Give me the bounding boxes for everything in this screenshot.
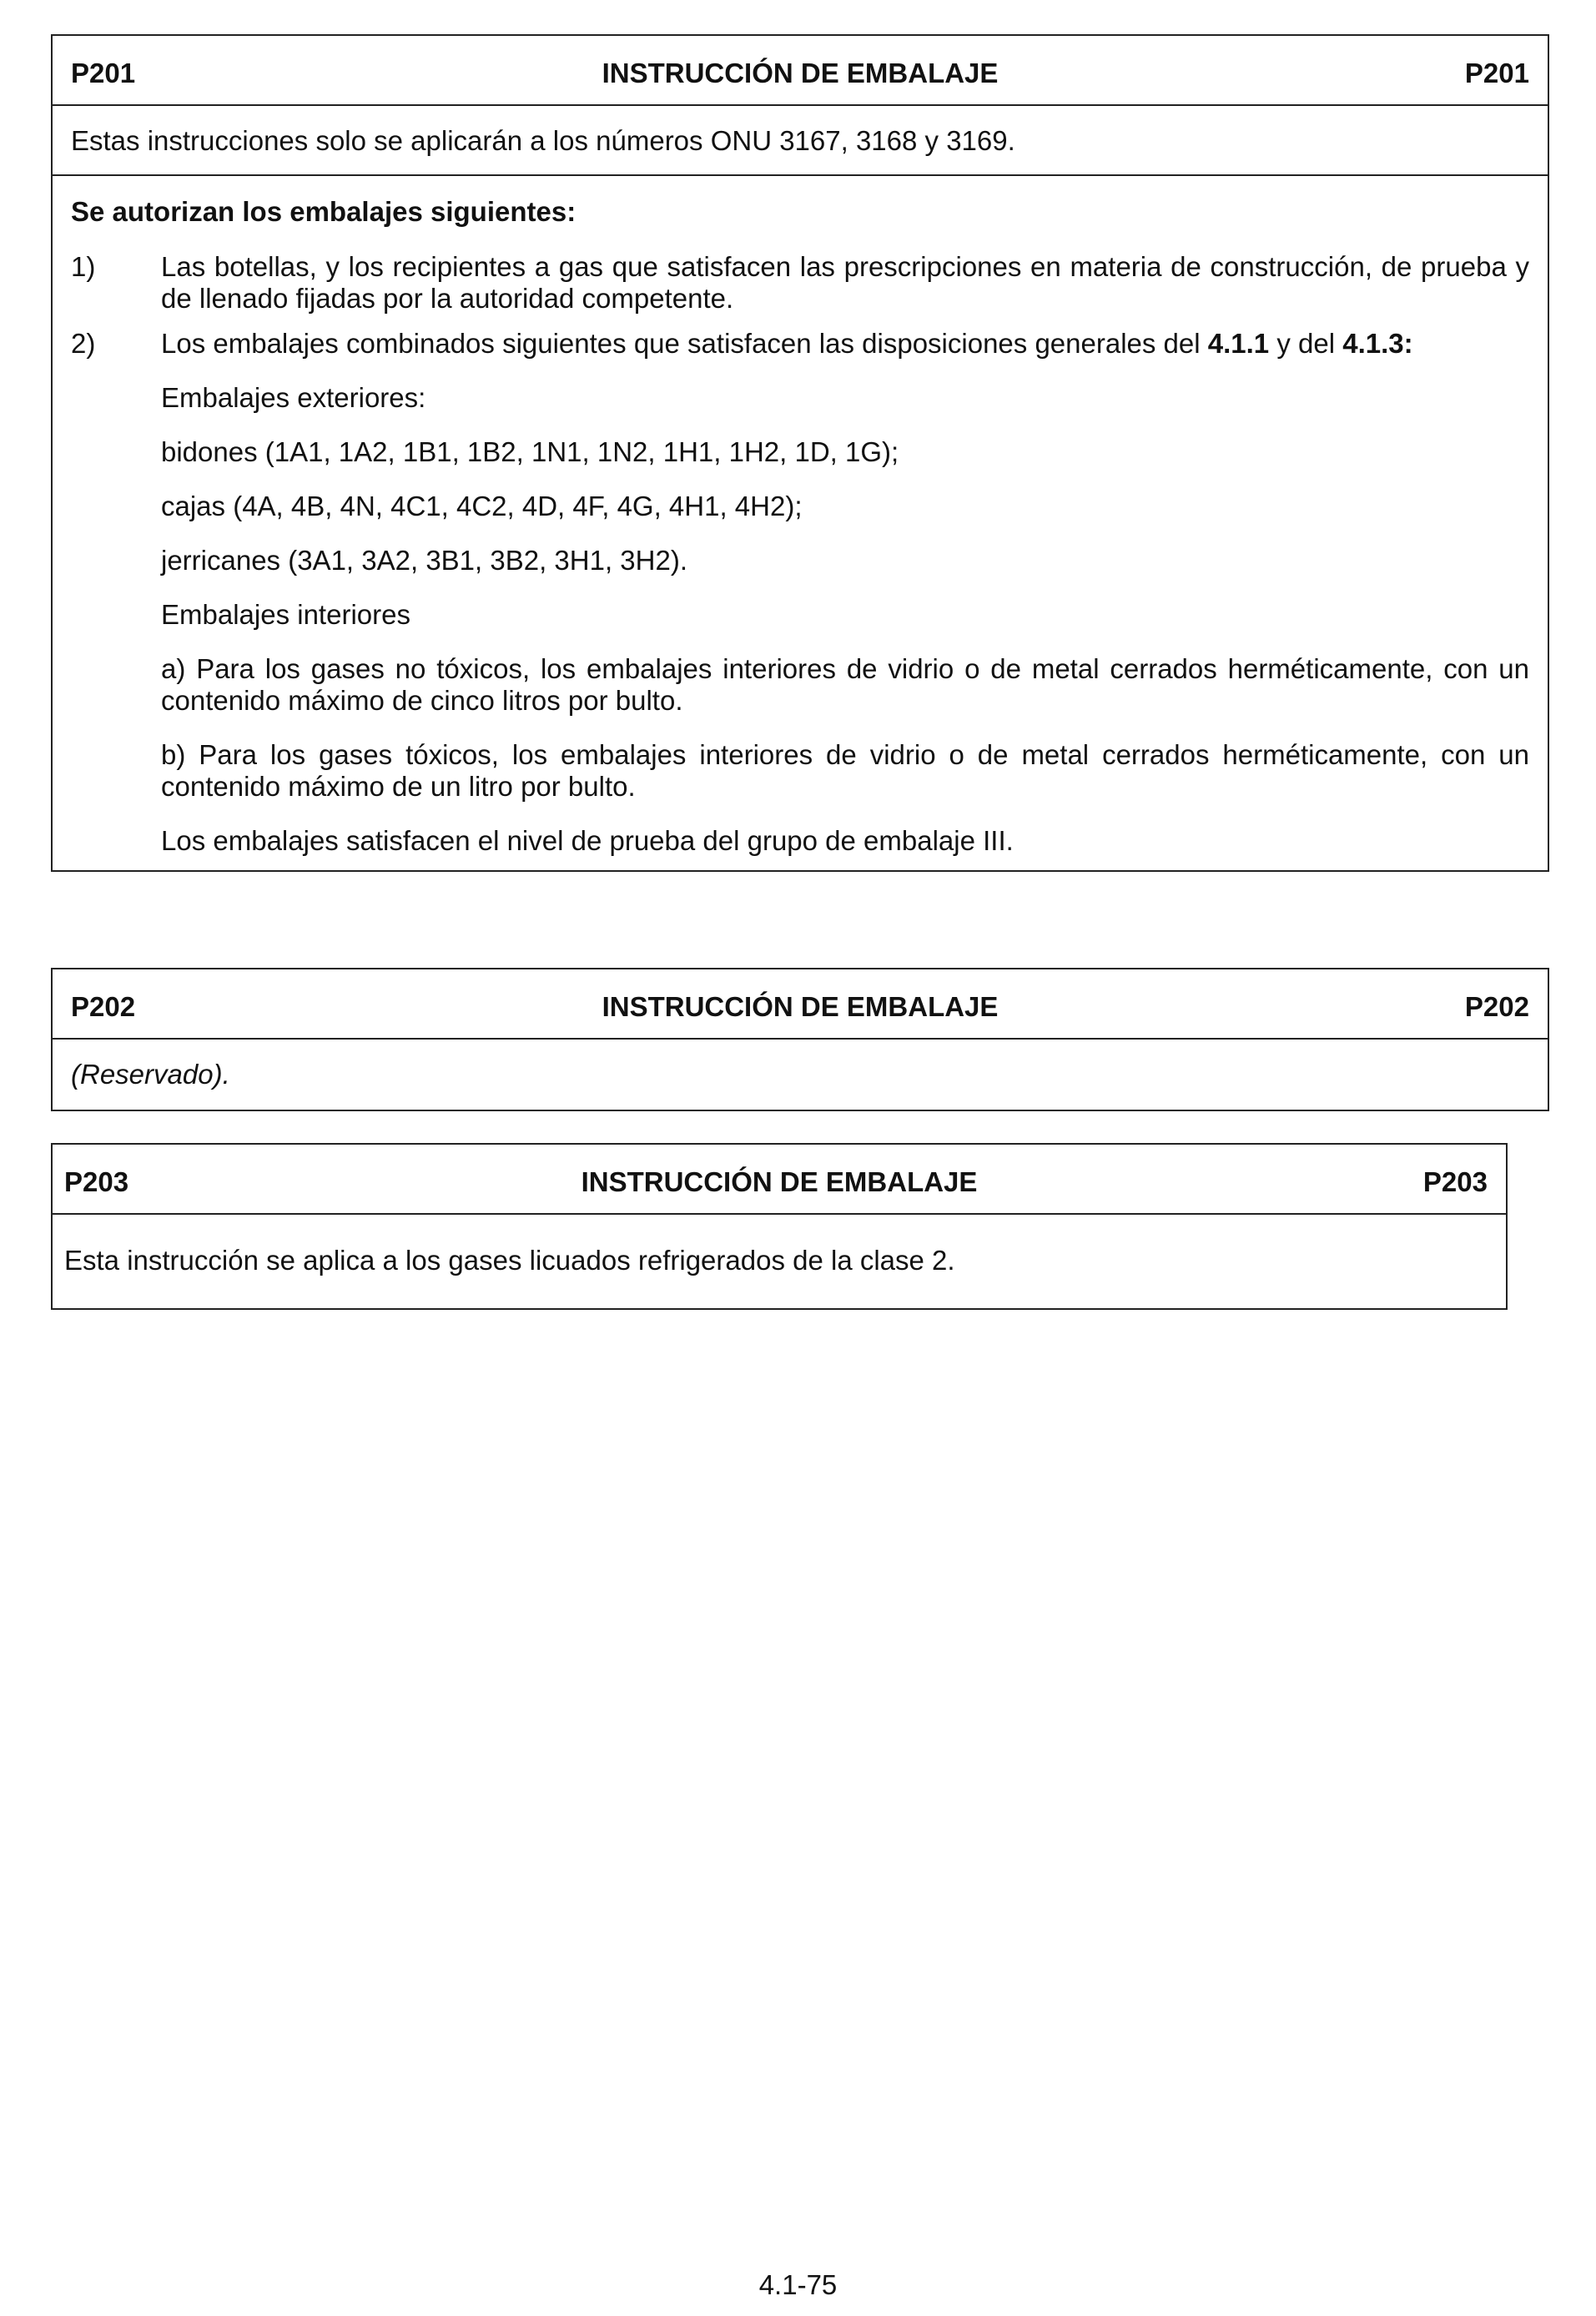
- p202-reserved: (Reservado).: [71, 1059, 230, 1090]
- p202-code-left: P202: [71, 991, 136, 1022]
- p201-title: INSTRUCCIÓN DE EMBALAJE: [602, 58, 999, 88]
- p203-body: Esta instrucción se aplica a los gases licuados refrigerados de la clase 2.: [64, 1245, 955, 1276]
- p201-inner-b: b) Para los gases tóxicos, los embalajes interiores de vidrio o de metal cerrados herméticamente, con un contenido máximo de un litro por bulto.: [161, 739, 1529, 802]
- p202-code-right: P202: [1464, 991, 1529, 1022]
- p201-item-2-text-b: y del: [1269, 328, 1343, 359]
- packing-instruction-p202: [51, 968, 1549, 1111]
- p202-body-row: [53, 1040, 1548, 1090]
- p201-item-2-ref-4-1-3: 4.1.3:: [1342, 328, 1413, 359]
- p201-item-1: [71, 251, 1529, 315]
- p201-intro: Estas instrucciones solo se aplicarán a los números ONU 3167, 3168 y 3169.: [71, 125, 1015, 156]
- p201-item-1-number: 1): [71, 251, 96, 282]
- p201-code-right: P201: [1464, 58, 1529, 88]
- p201-body-row: [53, 176, 1548, 857]
- p201-item-2-text-a: Los embalajes combinados siguientes que satisfacen las disposiciones generales del: [161, 328, 1208, 359]
- p201-test-level: Los embalajes satisfacen el nivel de prueba del grupo de embalaje III.: [161, 825, 1014, 856]
- p201-outer-drums: bidones (1A1, 1A2, 1B1, 1B2, 1N1, 1N2, 1H1, 1H2, 1D, 1G);: [161, 436, 899, 467]
- p202-header: [53, 969, 1548, 1040]
- p203-body-row: [53, 1215, 1506, 1276]
- p201-outer-heading: Embalajes exteriores:: [161, 382, 426, 413]
- p203-header: [53, 1145, 1506, 1215]
- p201-item-2-number: 2): [71, 328, 96, 359]
- p203-code-right: P203: [1422, 1166, 1488, 1197]
- p201-item-2: [71, 328, 1529, 360]
- p202-title: INSTRUCCIÓN DE EMBALAJE: [602, 991, 999, 1022]
- p201-item-2-text: [161, 328, 1529, 360]
- p201-intro-row: [53, 106, 1548, 176]
- p201-header: [53, 36, 1548, 106]
- p201-outer-jerricans: jerricanes (3A1, 3A2, 3B1, 3B2, 3H1, 3H2).: [161, 545, 687, 576]
- p203-code-left: P203: [64, 1166, 129, 1197]
- p201-code-left: P201: [71, 58, 136, 88]
- page-number: 4.1-75: [758, 2269, 838, 2300]
- p201-outer-boxes: cajas (4A, 4B, 4N, 4C1, 4C2, 4D, 4F, 4G, 4H1, 4H2);: [161, 491, 803, 521]
- packing-instruction-p203: [51, 1143, 1508, 1310]
- p201-inner-a: a) Para los gases no tóxicos, los embalajes interiores de vidrio o de metal cerrados herméticamente, con un contenido máximo de cinco litros por bulto.: [161, 653, 1529, 716]
- p201-item-2-ref-4-1-1: 4.1.1: [1207, 328, 1270, 359]
- p201-item-1-text: Las botellas, y los recipientes a gas que satisfacen las prescripciones en materia de construcción, de prueba y de llenado fijadas por la autoridad competente.: [161, 251, 1529, 314]
- p201-authorized-heading: Se autorizan los embalajes siguientes:: [71, 196, 576, 227]
- p201-inner-heading: Embalajes interiores: [161, 599, 410, 630]
- p203-title: INSTRUCCIÓN DE EMBALAJE: [581, 1166, 978, 1197]
- packing-instruction-p201: [51, 34, 1549, 872]
